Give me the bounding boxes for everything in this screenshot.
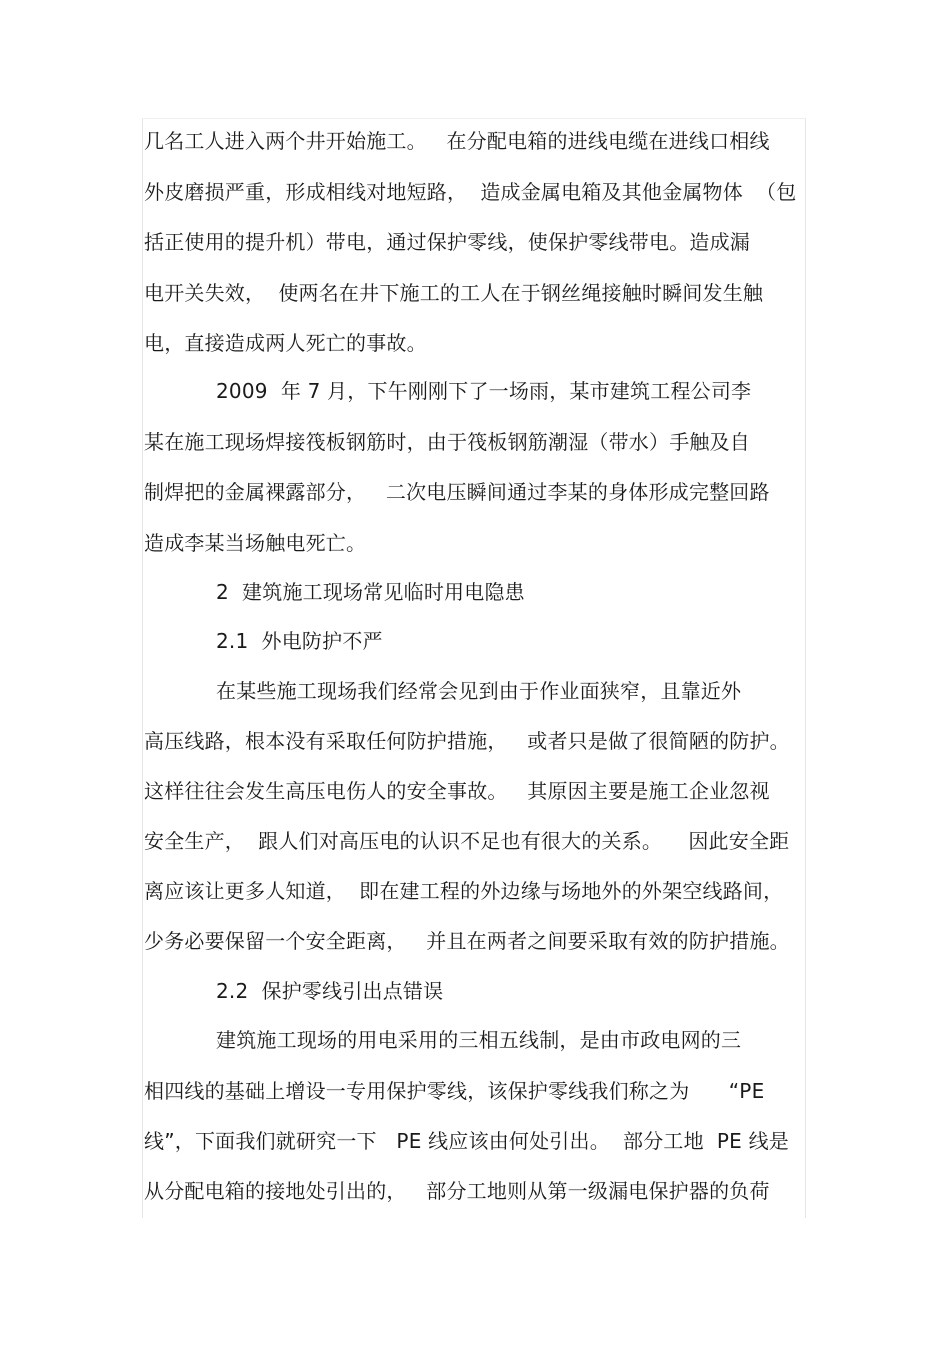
text-line: 高压线路，根本没有采取任何防护措施， 或者只是做了很简陋的防护。 <box>144 729 790 753</box>
paragraph-start-line: 在某些施工现场我们经常会见到由于作业面狭窄，且靠近外 <box>216 679 742 703</box>
text-line: 电，直接造成两人死亡的事故。 <box>144 331 427 355</box>
text-line: 电开关失效， 使两名在井下施工的工人在于钢丝绳接触时瞬间发生触 <box>144 281 764 305</box>
text-line: 少务必要保留一个安全距离， 并且在两者之间要采取有效的防护措施。 <box>144 929 790 953</box>
text-line: 括正使用的提升机）带电，通过保护零线，使保护零线带电。造成漏 <box>144 230 750 254</box>
text-line: 某在施工现场焊接筏板钢筋时，由于筏板钢筋潮湿（带水）手触及自 <box>144 430 750 454</box>
text-line: 从分配电箱的接地处引出的， 部分工地则从第一级漏电保护器的负荷 <box>144 1179 770 1203</box>
text-line: 几名工人进入两个井开始施工。 在分配电箱的进线电缆在进线口相线 <box>144 129 770 153</box>
text-line: 制焊把的金属裸露部分， 二次电压瞬间通过李某的身体形成完整回路 <box>144 480 770 504</box>
text-line: 安全生产， 跟人们对高压电的认识不足也有很大的关系。 因此安全距 <box>144 829 790 853</box>
paragraph-start-line: 2009 年 7 月，下午刚刚下了一场雨，某市建筑工程公司李 <box>216 379 752 403</box>
text-line: 相四线的基础上增设一专用保护零线，该保护零线我们称之为 “PE <box>144 1079 765 1103</box>
text-line: 这样往往会发生高压电伤人的安全事故。 其原因主要是施工企业忽视 <box>144 779 770 803</box>
text-line: 线”，下面我们就研究一下 PE 线应该由何处引出。 部分工地 PE 线是 <box>144 1129 789 1153</box>
section-heading: 2 建筑施工现场常见临时用电隐患 <box>216 580 525 604</box>
subsection-heading: 2.2 保护零线引出点错误 <box>216 979 444 1003</box>
text-line: 离应该让更多人知道， 即在建工程的外边缘与场地外的外架空线路间， <box>144 879 784 903</box>
subsection-heading: 2.1 外电防护不严 <box>216 629 383 653</box>
paragraph-start-line: 建筑施工现场的用电采用的三相五线制，是由市政电网的三 <box>216 1028 742 1052</box>
text-line: 造成李某当场触电死亡。 <box>144 531 367 555</box>
text-line: 外皮磨损严重，形成相线对地短路， 造成金属电箱及其他金属物体 （包 <box>144 180 797 204</box>
